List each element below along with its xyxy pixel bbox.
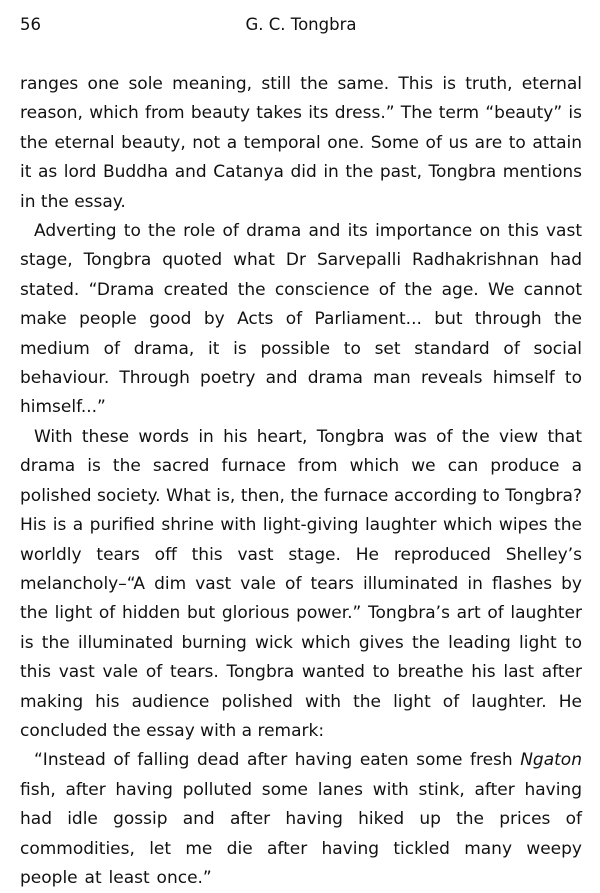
- page-number: 56: [20, 15, 41, 34]
- running-title: G. C. Tongbra: [245, 15, 357, 34]
- paragraph: Adverting to the role of drama and its importance on this vast stage, Tongbra quoted what Dr Sarvepalli Radhakrishnan had stated. “Drama created the conscience of the age. We cannot make people good by Acts of Parliament... but through the medium of drama, it is possible to set standard of social behaviour. Through poetry and drama man reveals himself to himself...”: [20, 221, 582, 418]
- block-quote: [20, 746, 582, 893]
- paragraph: ranges one sole meaning, still the same. This is truth, eternal reason, which from beauty takes its dress.” The term “beauty” is the eternal beauty, not a temporal one. Some of us are to attain it as lord Buddha and Catanya did in the past, Tongbra mentions in the essay.: [20, 74, 582, 212]
- quote-text-start: “Instead of falling dead after having eaten some fresh: [34, 750, 521, 771]
- paragraph: With these words in his heart, Tongbra was of the view that drama is the sacred furnace from which we can produce a polished society. What is, then, the furnace according to Tongbra? His is a purified shrine with light-giving laughter which wipes the worldly tears off this vast stage. He reproduced Shelley’s melancholy–“A dim vast vale of tears illuminated in flashes by the light of hidden but glorious power.” Tongbra’s art of laughter is the illuminated burning wick which gives the leading light to this vast vale of tears. Tongbra wanted to breathe his last after making his audience polished with the light of laughter. He concluded the essay with a remark:: [20, 426, 582, 741]
- body-text: [20, 70, 582, 893]
- book-page: [20, 10, 582, 888]
- quote-text-end: fish, after having polluted some lanes with stink, after having had idle gossip and after having hiked up the prices of commodities, let me die after having tickled many weepy people at least once.”: [20, 779, 582, 888]
- quote-italic-word: Ngaton: [520, 750, 582, 771]
- page-header: [20, 10, 582, 40]
